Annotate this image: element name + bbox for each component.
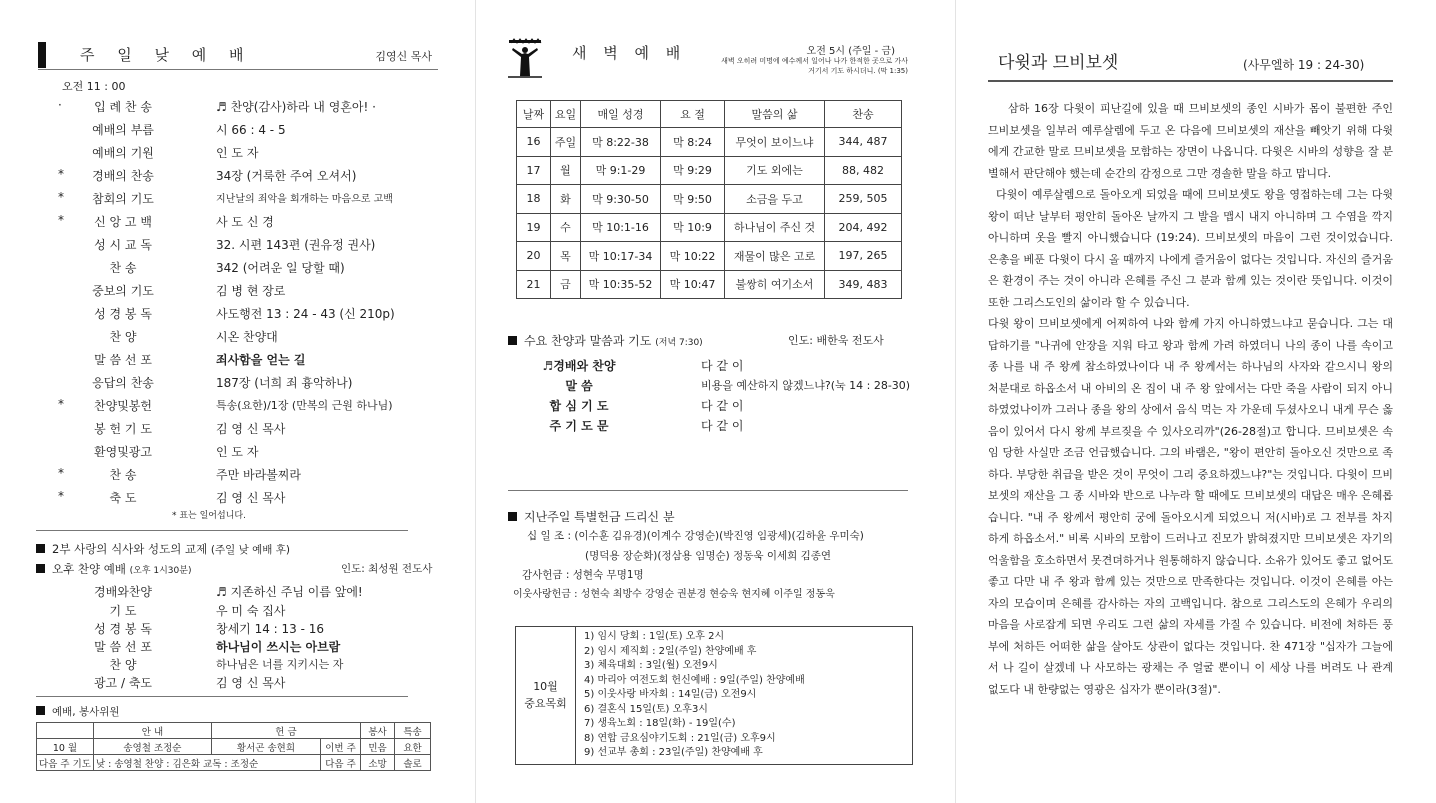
section-square-icon <box>508 336 517 345</box>
right-column <box>955 0 1436 803</box>
afternoon-row: 말 씀 선 포 하나님이 쓰시는 아브람 <box>94 640 341 654</box>
order-row: * 축 도 김 영 신 목사 <box>58 489 286 505</box>
praying-figure-icon <box>508 38 542 78</box>
wednesday-row: 주 기 도 문 다 같 이 <box>549 419 744 433</box>
notices-table <box>515 626 913 765</box>
order-row: * 찬양및봉헌 특송(요한)/1장 (만복의 근원 하나님) <box>58 397 393 413</box>
order-row: 예배의 기원 인 도 자 <box>92 146 259 160</box>
article-reference: (사무엘하 19 : 24-30) <box>1243 58 1365 72</box>
divider <box>508 490 908 491</box>
list-item: 7) 생육노회 : 18일(화) - 19일(수) <box>584 718 736 729</box>
section-square-icon <box>36 706 45 715</box>
list-item: 9) 선교부 총회 : 23일(주일) 찬양예배 후 <box>584 747 763 758</box>
dawn-service-header <box>508 38 911 90</box>
afternoon-row: 성 경 봉 독 창세기 14 : 13 - 16 <box>94 622 325 636</box>
article-body <box>988 98 1393 700</box>
order-row: 찬 송 342 (어려운 일 당할 때) <box>109 261 345 275</box>
volunteers-table <box>36 722 431 771</box>
order-row: 성 경 봉 독 사도행전 13 : 24 - 43 (신 210p) <box>94 307 395 321</box>
article-paragraph: 다윗 왕이 므비보셋에게 어찌하여 나와 함께 가지 아니하였느냐고 묻습니다. 그는 대답하기를 "나귀에 안장을 지워 타고 왕과 함께 가려 하였더니 나의 종이 나를 속이고 종 나를 내 주 왕께 참소하였나이다 내 주 왕께서는 하나님의 사자와 같으시니 왕의 처분대로 하옵소서 내 아비의 온 집이 내 주 왕 앞에서는 다만 죽을 사람이 되지 아니하였었나이까 그러나 종을 왕의 상에서 음식 먹는 자 가운데 두셨사오니 내게 무슨 옳음이 있어서 다시 왕께 부르짖을 수 있사오리까"(26-28절)고 합니다. 므비보셋은 속임 당한 사실만 조금 언급했습니다. 그의 바램은, "왕이 편안히 돌아오신 것만으로 족하다. 부당한 취급을 받은 것이 무엇이 그리 중요하겠느냐?"는 것입니다. 다윗이 므비보셋의 재산을 그 종 시바와 반으로 나누라 할 때에도 므비보셋의 대답은 매우 은혜롭습니다. "내 주 왕께서 평안히 궁에 돌아오시게 되었으니 저(시바)로 그 전부를 차지하게 하옵소서." 비록 시바의 모함이 드러나고 진모가 밝혀졌지만 므비보셋은 자기의 억울함을 호소하면서 못견뎌하거나 원통해하지 않습니다. 소유가 있어도 좋고 없어도 좋고 다만 내 주 왕과 함께 있는 것만으로 만족한다는 것입니다. 이것이 은혜를 아는 자의 모습이며 은혜를 감사하는 자의 고백입니다. 참으로 그리스도의 은혜가 우리의 마음을 사로잡게 되면 우리도 그런 삶의 자세를 가질 수 있습니다. 비전에 처하든 풍부에 처하든 어떠한 삶을 살아도 상관이 없다는 것입니다. 찬 471장 "십자가 그늘에서 나 길이 살겠네 나 사모하는 광채는 주 얼굴 뿐이니 이 세상 나를 버려도 나 관계 없도다 내 한량없는 영광은 십자가 뿐이라(3절)". <box>988 317 1393 696</box>
notices-list <box>576 627 913 765</box>
notices-label: 10월 중요목회 <box>516 627 576 765</box>
preacher: 김영신 목사 <box>375 50 432 63</box>
afternoon-heading: 오후 찬양 예배 (오후 1시30분) 인도: 최성원 전도사 <box>36 561 191 577</box>
table-row: 21 금 막 10:35-52 막 10:47 불쌍히 여기소서 349, 483 <box>517 270 902 299</box>
list-item: 6) 결혼식 15일(토) 오후3시 <box>584 703 708 715</box>
stand-note: * 표는 일어섭니다. <box>172 511 246 521</box>
header-block-mark <box>38 42 46 68</box>
wednesday-heading: 수요 찬양과 말씀과 기도 (저녁 7:30) 인도: 배한욱 전도사 <box>508 332 703 349</box>
order-row: 말 씀 선 포 죄사함을 얻는 길 <box>94 353 306 367</box>
list-item: 1) 임시 당회 : 1일(토) 오후 2시 <box>584 631 725 642</box>
section-square-icon <box>508 512 517 521</box>
sunday-service-header <box>38 38 438 70</box>
offering-row: (명덕용 장순화)(정삼용 임명순) 정동욱 이세희 김종연 <box>585 550 832 562</box>
order-row: * 찬 송 주만 바라볼찌라 <box>58 466 301 482</box>
list-item: 8) 연합 금요심야기도회 : 21일(금) 오후9시 <box>584 732 776 744</box>
offering-row: 십 일 조 : (이수훈 김유경)(이계수 강영순)(박진영 임광세)(김하윤 우미숙) <box>527 530 864 542</box>
table-row: 19 수 막 10:1-16 막 10:9 하나님이 주신 것 204, 492 <box>517 213 902 242</box>
part2-heading: 2부 사랑의 식사와 성도의 교제 (주일 낮 예배 후) <box>36 541 290 557</box>
table-row: 날짜 요일 매일 성경 요 절 말씀의 삶 찬송 <box>517 101 902 128</box>
order-row: * 신 앙 고 백 사 도 신 경 <box>58 213 274 229</box>
article-paragraph: 삼하 16장 다윗이 피난길에 있을 때 므비보셋의 종인 시바가 몸이 불편한 주인 므비보셋을 일부러 예루살렘에 두고 온 다음에 므비보셋의 재산을 빼앗기 위해 다윗에게 간교한 말로 므비보셋을 모함하는 장면이 나옵니다. 다윗은 시바의 성향을 잘 분별해서 판단해야 했는데 순간의 감정으로 그만 경솔한 말을 하고 맙니다. <box>988 102 1393 180</box>
list-item: 2) 임시 제직회 : 2일(주일) 찬양예배 후 <box>584 645 757 657</box>
order-row: * 참회의 기도 지난날의 죄악을 회개하는 마음으로 고백 <box>58 190 393 206</box>
article-title: 다윗과 므비보셋 <box>998 53 1119 73</box>
list-item: 3) 체육대회 : 3일(월) 오전9시 <box>584 660 718 671</box>
volunteers-heading: 예배, 봉사위원 <box>36 704 120 719</box>
sunday-service-title: 주 일 낮 예 배 <box>80 46 253 64</box>
table-row: 10 월 송영철 조정순 황서곤 송현희 이번 주 민음 요한 <box>37 739 431 755</box>
afternoon-row: 경배와찬양 ♬ 지존하신 주님 이름 앞에! <box>94 585 363 599</box>
afternoon-row: 찬 양 하나님은 너를 지키시는 자 <box>109 658 344 672</box>
section-square-icon <box>36 564 45 573</box>
table-row <box>516 627 913 765</box>
service-time: 오전 11 : 00 <box>62 80 126 93</box>
divider <box>36 530 408 531</box>
bible-reading-table <box>516 100 902 299</box>
table-row: 17 월 막 9:1-29 막 9:29 기도 외에는 88, 482 <box>517 156 902 185</box>
table-row: 20 목 막 10:17-34 막 10:22 재물이 많은 고로 197, 265 <box>517 242 902 271</box>
wednesday-leader: 인도: 배한욱 전도사 <box>788 334 884 347</box>
afternoon-leader: 인도: 최성원 전도사 <box>341 563 433 575</box>
offering-row: 이웃사랑헌금 : 성현숙 최방수 강영순 권분경 현승욱 현지혜 이주일 정동욱 <box>513 589 835 600</box>
table-row: 18 화 막 9:30-50 막 9:50 소금을 두고 259, 505 <box>517 185 902 214</box>
table-row: 다음 주 기도 낮 : 송영철 찬양 : 김은화 교독 : 조정순 다음 주 소망 솔로 <box>37 755 431 771</box>
order-row: 성 시 교 독 32. 시편 143편 (권유정 권사) <box>94 238 376 252</box>
wednesday-row: 말 씀 비용을 예산하지 않겠느냐?(눅 14 : 28-30) <box>565 379 911 393</box>
order-row: · 입 례 찬 송 ♬ 찬양(감사)하라 내 영혼아! · <box>58 98 376 114</box>
afternoon-row: 광고 / 축도 김 영 신 목사 <box>93 676 286 690</box>
order-row: * 경배의 찬송 34장 (거룩한 주여 오셔서) <box>58 167 357 183</box>
offering-row: 감사헌금 : 성현숙 무명1명 <box>522 569 644 581</box>
dawn-service-time: 오전 5시 (주일 - 금) <box>806 46 895 57</box>
section-square-icon <box>36 544 45 553</box>
order-row: 응답의 찬송 187장 (너희 죄 흉악하나) <box>92 376 353 390</box>
wednesday-row: 합 심 기 도 다 같 이 <box>549 399 744 413</box>
order-row: 예배의 부름 시 66 : 4 - 5 <box>92 123 286 137</box>
divider <box>36 696 408 697</box>
afternoon-row: 기 도 우 미 숙 집사 <box>109 604 286 618</box>
order-row: 봉 헌 기 도 김 영 신 목사 <box>94 422 286 436</box>
offering-heading: 지난주일 특별헌금 드리신 분 <box>508 508 675 525</box>
list-item: 4) 마리아 여전도회 헌신예배 : 9일(주일) 찬양예배 <box>584 674 805 686</box>
dawn-verse: 새벽 오히려 미명에 예수께서 일어나 나가 한적한 곳으로 가사 거기서 기도 하시더니. (막 1:35) <box>721 57 908 75</box>
table-row: 안 내 헌 금 봉사 특송 <box>37 723 431 739</box>
order-row: 환영및광고 인 도 자 <box>94 445 259 459</box>
article-paragraph: 다윗이 예루살렘으로 돌아오게 되었을 때에 므비보셋도 왕을 영접하는데 그는 다윗 왕이 떠난 날부터 평안히 돌아온 날까지 그 발을 맵시 내지 아니하며 그 수염을 깍지 아니하며 옷을 빨지 아니했습니다 (19:24). 므비보셋의 마음이 그런 것이었습니다. 은총을 베푼 다윗이 다시 올 때까지 나에게 즐거움이 없다는 것입니다. 자신의 즐거움은 환경이 주는 것이 아니라 은혜를 주신 그 분과 함께 있는 것이란 뜻입니다. 이것이 또한 그리스도인의 삶이라 할 수 있습니다. <box>988 188 1393 309</box>
wednesday-row: ♬경배와 찬양 다 같 이 <box>542 359 744 373</box>
order-row: 찬 양 시온 찬양대 <box>109 330 278 344</box>
divider <box>988 80 1393 82</box>
left-column <box>0 0 475 803</box>
order-row: 중보의 기도 김 병 현 장로 <box>92 284 286 298</box>
list-item: 5) 이웃사랑 바자회 : 14일(금) 오전9시 <box>584 689 757 700</box>
table-row: 16 주일 막 8:22-38 막 8:24 무엇이 보이느냐 344, 487 <box>517 128 902 157</box>
dawn-service-title: 새 벽 예 배 <box>572 44 687 62</box>
